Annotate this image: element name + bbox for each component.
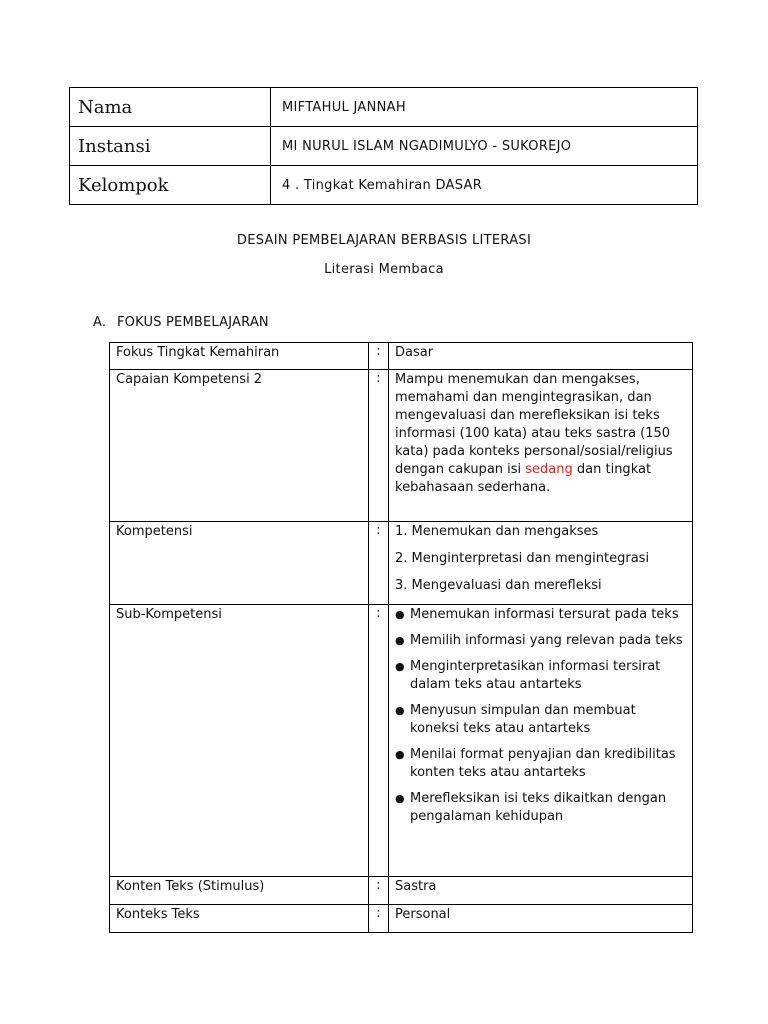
- section-title: FOKUS PEMBELAJARAN: [117, 315, 269, 330]
- row-value: [389, 370, 693, 522]
- highlight-text: sedang: [525, 462, 573, 477]
- row-value: [389, 605, 693, 877]
- document-subtitle: Literasi Membaca: [324, 262, 444, 277]
- section-letter: A.: [93, 315, 107, 330]
- list-item: ● Menyusun simpulan dan membuat koneksi teks atau antarteks: [395, 702, 686, 738]
- colon: :: [369, 522, 389, 605]
- focus-table: [109, 342, 693, 933]
- row-label: Fokus Tingkat Kemahiran: [110, 343, 369, 370]
- identity-row-kelompok: [70, 166, 698, 205]
- colon: :: [369, 905, 389, 933]
- identity-row-nama: [70, 88, 698, 127]
- table-row: [110, 877, 693, 905]
- row-label: Konteks Teks: [110, 905, 369, 933]
- identity-table: [69, 87, 698, 205]
- section-heading: [93, 315, 269, 330]
- bullet-list: [395, 606, 686, 826]
- list-item: 2. Menginterpretasi dan mengintegrasi: [395, 551, 650, 566]
- row-value: Sastra: [389, 877, 693, 905]
- row-label: Capaian Kompetensi 2: [110, 370, 369, 522]
- identity-key: Nama: [70, 88, 271, 127]
- colon: :: [369, 605, 389, 877]
- row-label: Kompetensi: [110, 522, 369, 605]
- identity-value: 4 . Tingkat Kemahiran DASAR: [271, 166, 698, 205]
- row-value: Dasar: [389, 343, 693, 370]
- identity-key: Kelompok: [70, 166, 271, 205]
- capaian-text: Mampu menemukan dan mengakses, memahami dan mengintegrasikan, dan mengevaluasi dan merefleksikan isi teks informasi (100 kata) atau teks sastra (150 kata) pada konteks personal/sosial/religius dengan cakupan isi: [395, 372, 673, 477]
- table-row: [110, 343, 693, 370]
- identity-value: MIFTAHUL JANNAH: [271, 88, 698, 127]
- row-value: [389, 522, 693, 605]
- document-title: DESAIN PEMBELAJARAN BERBASIS LITERASI: [236, 233, 532, 248]
- list-item: ● Menemukan informasi tersurat pada teks: [395, 606, 686, 624]
- list-item: ● Menginterpretasikan informasi tersirat dalam teks atau antarteks: [395, 658, 686, 694]
- list-item: ● Merefleksikan isi teks dikaitkan dengan pengalaman kehidupan: [395, 790, 686, 826]
- table-row: [110, 370, 693, 522]
- list-item: 3. Mengevaluasi dan merefleksi: [395, 578, 602, 593]
- colon: :: [369, 370, 389, 522]
- identity-row-instansi: [70, 127, 698, 166]
- colon: :: [369, 877, 389, 905]
- table-row: [110, 905, 693, 933]
- list-item: ● Memilih informasi yang relevan pada teks: [395, 632, 686, 650]
- capaian-text-end: dan tingkat kebahasaan sederhana.: [395, 462, 652, 495]
- row-label: Konten Teks (Stimulus): [110, 877, 369, 905]
- identity-key: Instansi: [70, 127, 271, 166]
- row-value: Personal: [389, 905, 693, 933]
- list-item: 1. Menemukan dan mengakses: [395, 524, 599, 539]
- identity-value: MI NURUL ISLAM NGADIMULYO - SUKOREJO: [271, 127, 698, 166]
- list-item: ● Menilai format penyajian dan kredibilitas konten teks atau antarteks: [395, 746, 686, 782]
- table-row: [110, 522, 693, 605]
- colon: :: [369, 343, 389, 370]
- row-label: Sub-Kompetensi: [110, 605, 369, 877]
- table-row: [110, 605, 693, 877]
